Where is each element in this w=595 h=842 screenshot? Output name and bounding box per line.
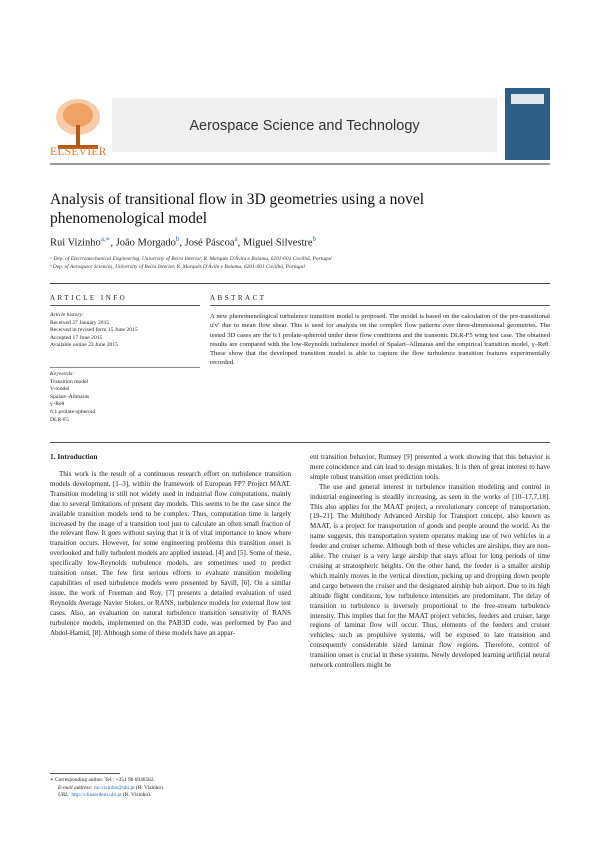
body-column-left bbox=[50, 470, 291, 638]
footnote bbox=[50, 777, 290, 800]
body-divider bbox=[50, 442, 550, 443]
url-suffix: (R. Vizinho). bbox=[123, 792, 152, 799]
author-name[interactable]: Miguel Silvestre bbox=[242, 237, 313, 249]
abstract-text: A new phenomenological turbulence transition model is proposed. The model is based on the calculation of the pre-transitional u′v′ due to mean flow shear. This is used for analysis on the complex flow patterns over three-dimensional geometries. The tested 3D cases are the 6:1 prolate-spheroid under three flow conditions and the transonic DLR-F5 wing test case. The obtained results are compared with the low-Reynolds turbulence model of Spalart–Allmaras and the empirical transition model, γ–Reθ. These show that the developed transition model is able to capture the flow turbulence transition features experimentally recorded. bbox=[210, 313, 550, 367]
keywords-list bbox=[50, 371, 200, 424]
keyword: V-model bbox=[50, 386, 70, 393]
publisher-name: ELSEVIER bbox=[50, 146, 107, 158]
article-info-divider bbox=[50, 305, 200, 306]
url-link[interactable]: http://clusterdem.ubi.pt bbox=[71, 792, 122, 799]
author-name[interactable]: João Morgado bbox=[115, 237, 176, 249]
body-paragraph: The use and general interest in turbulence transition modeling and control in industrial engineering is steadily increasing, as seen in the works of [10–17,7,18]. This also applies for the MAAT project, a revolutionary concept of transportation, [19–21]. The Multibody Advanced Airship for Transport concept, also known as MAAT, is a project for transportation of goods and people around the world. As the name suggests, this transportation system operates making use of two vehicles in a feeder and cruiser scheme. Although both of these vehicles are airships, they are non-alike. The cruiser is a very large airship that stays afloat for long periods of time cruising at stratospheric heights. On the other hand, the feeder is a smaller airship which mainly moves in the vertical direction, picking up and dropping down people and cargo between the cruiser and the designated airship hub airport. Due to its high altitude flight conditions, low turbulence intensities are predominant. The delay of transition to turbulence is inversely proportional to the free-stream turbulence intensity. This implies that for the MAAT project vehicles, feeders and cruiser, large regions of laminar flow will occur. Thus, elements of the feeders and cruiser vehicles, such as propulsive systems, will be exposed to late transition and consequently considerable sized laminar flow regions. Therefore, control of transition onset is crucial in these systems. Newly developed learning artificial neural network controllers might be bbox=[310, 482, 550, 670]
history-item: Accepted 17 June 2015 bbox=[50, 334, 103, 341]
author-name[interactable]: José Páscoa bbox=[184, 237, 235, 249]
history-item: Available online 22 June 2015 bbox=[50, 342, 118, 349]
body-column-right bbox=[310, 453, 550, 671]
author-name[interactable]: Rui Vizinho bbox=[50, 237, 101, 249]
history-label: Article history: bbox=[50, 312, 85, 318]
affiliation-a: ᵃ Dep. of Electromechanical Engineering, University of Beira Interior, R. Marquês D'Ávila e Bolama, 6201-001 Covilhã, Portugal bbox=[50, 256, 332, 262]
title-divider bbox=[50, 283, 550, 284]
keyword: DLR-F5 bbox=[50, 416, 69, 423]
keyword: γ–Reθ bbox=[50, 401, 65, 408]
author-list: Rui Vizinho$^{a,∗}$, João Morgado$^b$, José Páscoa$^a$, Miguel Silvestre$^b$ bbox=[50, 235, 317, 249]
author-affiliation-mark[interactable]: b bbox=[175, 235, 180, 243]
affiliation-b: ᵇ Dep. of Aerospace Sciences, University of Beira Interior, R. Marquês D'Ávila e Bolama, 6201-001 Covilhã, Portugal bbox=[50, 264, 305, 270]
abstract-heading: ABSTRACT bbox=[210, 294, 267, 302]
section-title: 1. Introduction bbox=[50, 452, 98, 461]
email-link[interactable]: rui.vizinho@ubi.pt bbox=[93, 784, 135, 791]
keyword: Transition model bbox=[50, 378, 89, 385]
author-affiliation-mark[interactable]: a bbox=[234, 235, 238, 243]
journal-header bbox=[50, 88, 550, 160]
body-paragraph: This work is the result of a continuous research effort on turbulence transition models development, [1–3], within the framework of European FP7 Project MAAT. Transition modeling is still not widely used in industrial flow computations, mainly due to several limitations of present day models. This seems to be the case since the available transition models tend to be complex. Thus, computation time is largely increased by the usage of a transition tool just to calculate an often small fraction of the relevant flow. It goes without saying that it is of vital importance to know where transition occurs. However, for some engineering problems this transition onset is overlooked and fully turbulent models are applied instead, [4] and [5]. Some of these, specifically low-Reynolds turbulence models, are sometimes used to predict transition onset. The few first serious efforts to evaluate transition modeling capabilities of used turbulence models were presented by Savill, [6]. On a similar issue, the work of Freeman and Roy, [7] presents a detailed evaluation of used Reynolds Average Navier Stokes, or RANS, turbulence models for external flow test cases. Also, an evaluation on natural turbulence transition sensitivity of RANS turbulence models, implemented on the PAB3D code, was performed by Pao and Abdol-Hamid, [8]. Although some of these models have an appar- bbox=[50, 470, 291, 637]
corresponding-author-note: ∗ Corresponding author. Tel.: +351 96 6940582. bbox=[50, 777, 155, 783]
keyword: Spalart–Allmaras bbox=[50, 393, 90, 400]
cover-label-strip bbox=[511, 94, 544, 104]
author-affiliation-mark[interactable]: b bbox=[312, 235, 317, 243]
email-suffix: (R. Vizinho). bbox=[136, 784, 165, 791]
article-info-heading: ARTICLE INFO bbox=[50, 294, 128, 302]
header-divider bbox=[50, 163, 550, 165]
article-title: Analysis of transitional flow in 3D geometries using a novel phenomenological model bbox=[50, 191, 425, 227]
journal-title[interactable]: Aerospace Science and Technology bbox=[189, 118, 420, 134]
body-paragraph: ent transition behavior, Rumsey [9] presented a work showing that this behavior is mere coincidence and can lead to design mistakes. It is then of great interest to have simple robust transition onset prediction tools. bbox=[310, 453, 550, 481]
email-label: E-mail address: bbox=[58, 784, 93, 791]
footnote-divider bbox=[50, 773, 120, 774]
history-item: Received in revised form 15 June 2015 bbox=[50, 327, 138, 334]
abstract-divider bbox=[210, 305, 550, 306]
history-item: Received 27 January 2015 bbox=[50, 319, 110, 326]
keywords-divider bbox=[50, 367, 200, 368]
url-label: URL: bbox=[58, 792, 70, 799]
author-affiliation-mark[interactable]: a,∗ bbox=[100, 235, 111, 243]
journal-banner bbox=[112, 98, 497, 152]
keyword: 6:1 prolate-spheroid bbox=[50, 408, 96, 415]
article-history bbox=[50, 312, 200, 350]
journal-cover-thumbnail bbox=[505, 88, 550, 160]
keywords-label: Keywords: bbox=[50, 371, 75, 377]
